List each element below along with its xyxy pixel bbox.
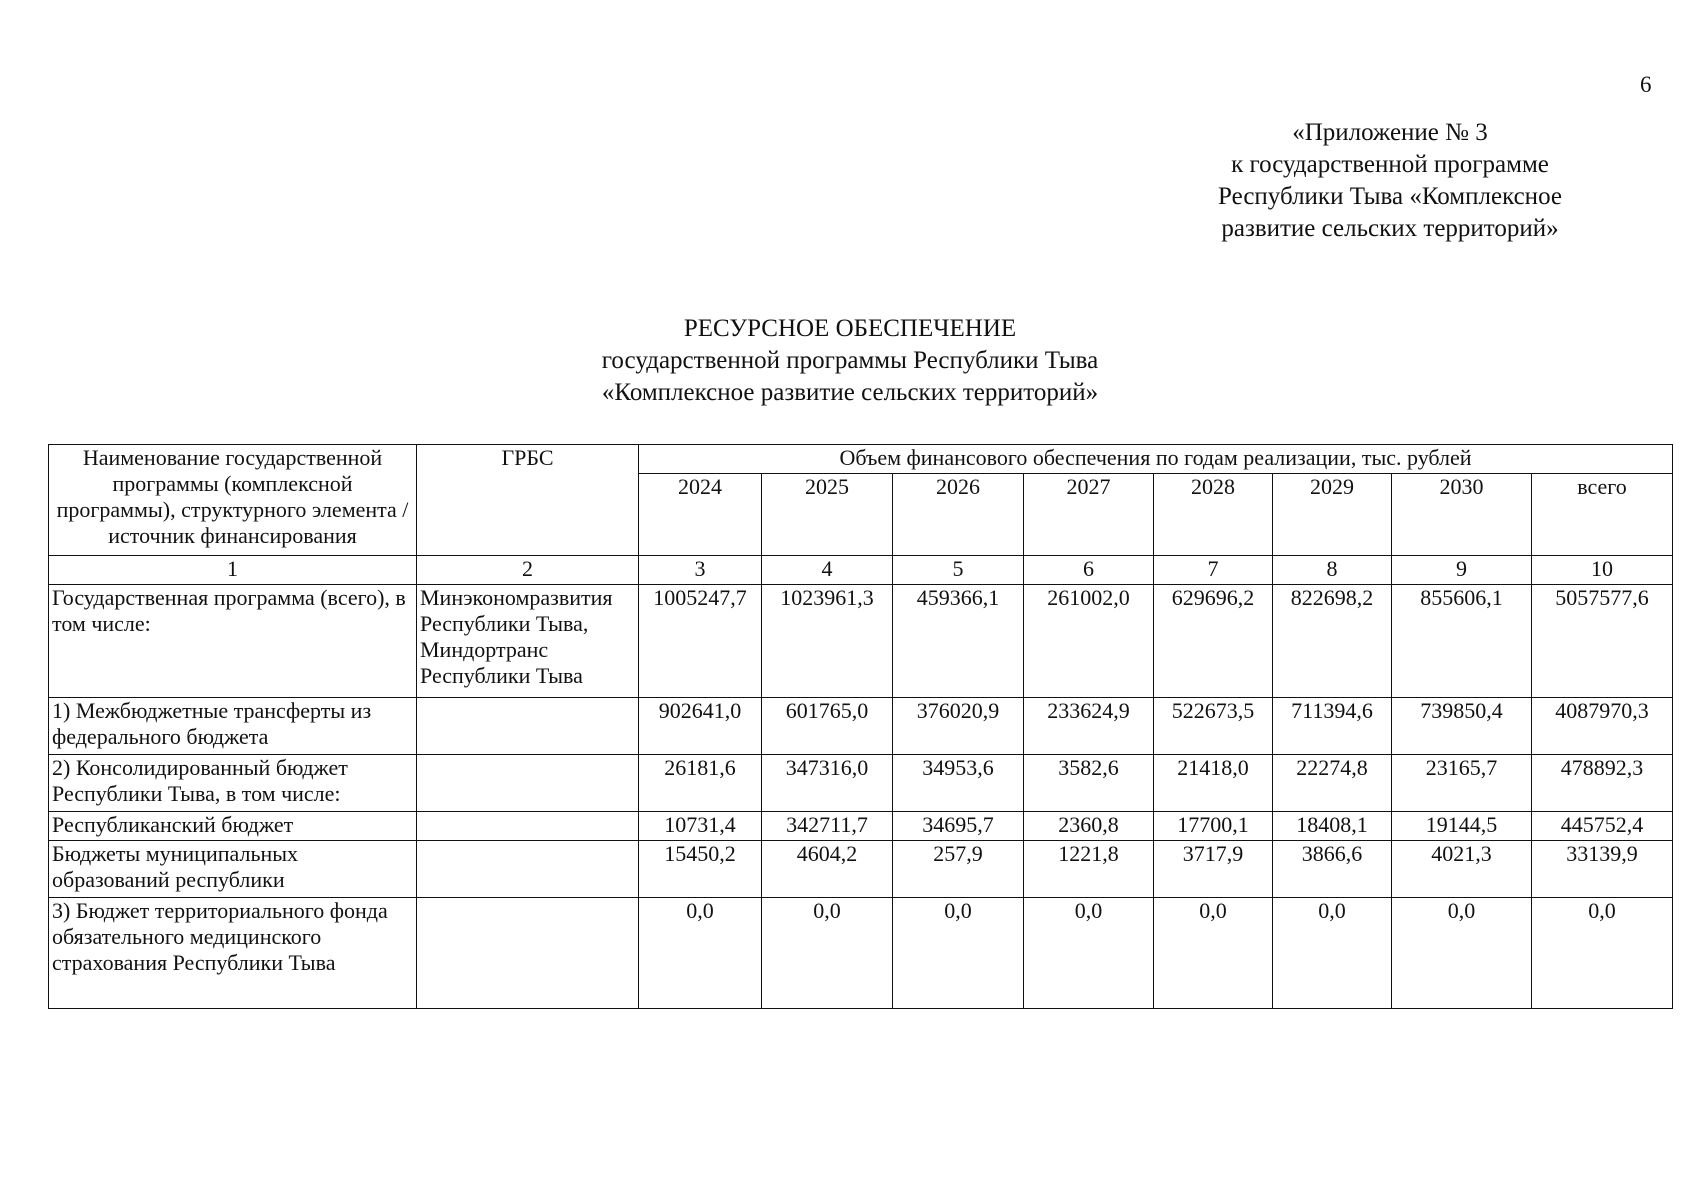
cell-value: 5057577,6 xyxy=(1532,585,1673,698)
cell-value: 33139,9 xyxy=(1532,841,1673,898)
appendix-line-4: развитие сельских территорий» xyxy=(1221,215,1559,242)
cell-value: 4087970,3 xyxy=(1532,698,1673,755)
cell-value: 601765,0 xyxy=(762,698,893,755)
column-number: 10 xyxy=(1532,556,1673,585)
cell-value: 1005247,7 xyxy=(639,585,762,698)
cell-value: 4604,2 xyxy=(762,841,893,898)
header-year: 2026 xyxy=(893,474,1024,556)
cell-value: 26181,6 xyxy=(639,755,762,812)
cell-value: 445752,4 xyxy=(1532,812,1673,841)
column-number: 4 xyxy=(762,556,893,585)
cell-value: 1023961,3 xyxy=(762,585,893,698)
row-name: Государственная программа (всего), в том числе: xyxy=(49,585,417,698)
cell-value: 257,9 xyxy=(893,841,1024,898)
row-name: 1) Межбюджетные трансферты из федерального бюджета xyxy=(49,698,417,755)
header-year: 2027 xyxy=(1024,474,1154,556)
table-row xyxy=(49,841,1673,898)
cell-value: 855606,1 xyxy=(1392,585,1532,698)
cell-value: 2360,8 xyxy=(1024,812,1154,841)
title-line-1: РЕСУРСНОЕ ОБЕСПЕЧЕНИЕ xyxy=(683,315,1017,342)
cell-value: 18408,1 xyxy=(1273,812,1392,841)
header-volume: Объем финансового обеспечения по годам реализации, тыс. рублей xyxy=(639,445,1673,474)
cell-value: 629696,2 xyxy=(1154,585,1273,698)
cell-value: 261002,0 xyxy=(1024,585,1154,698)
column-number: 2 xyxy=(417,556,639,585)
row-name: Бюджеты муниципальных образований республики xyxy=(49,841,417,898)
row-name: Республиканский бюджет xyxy=(49,812,417,841)
cell-value: 459366,1 xyxy=(893,585,1024,698)
table-row xyxy=(49,585,1673,698)
header-year: 2029 xyxy=(1273,474,1392,556)
cell-value: 0,0 xyxy=(1392,898,1532,1009)
row-grbs xyxy=(417,698,639,755)
column-number: 7 xyxy=(1154,556,1273,585)
cell-value: 739850,4 xyxy=(1392,698,1532,755)
header-year: 2028 xyxy=(1154,474,1273,556)
cell-value: 3582,6 xyxy=(1024,755,1154,812)
appendix-line-3: Республики Тыва «Комплексное xyxy=(1218,183,1562,210)
header-year: 2024 xyxy=(639,474,762,556)
funding-table xyxy=(48,444,1673,1009)
cell-value: 902641,0 xyxy=(639,698,762,755)
cell-value: 478892,3 xyxy=(1532,755,1673,812)
cell-value: 0,0 xyxy=(1273,898,1392,1009)
cell-value: 822698,2 xyxy=(1273,585,1392,698)
table-row xyxy=(49,898,1673,1009)
cell-value: 0,0 xyxy=(639,898,762,1009)
header-name: Наименование государственной программы (комплексной программы), структурного элемента / источник финансирования xyxy=(49,445,417,556)
cell-value: 233624,9 xyxy=(1024,698,1154,755)
appendix-note xyxy=(1150,117,1630,245)
cell-value: 3866,6 xyxy=(1273,841,1392,898)
cell-value: 19144,5 xyxy=(1392,812,1532,841)
cell-value: 21418,0 xyxy=(1154,755,1273,812)
cell-value: 4021,3 xyxy=(1392,841,1532,898)
header-year: 2025 xyxy=(762,474,893,556)
column-number: 5 xyxy=(893,556,1024,585)
header-year: 2030 xyxy=(1392,474,1532,556)
cell-value: 0,0 xyxy=(762,898,893,1009)
row-name: 3) Бюджет территориального фонда обязательного медицинского страхования Республики Тыва xyxy=(49,898,417,1009)
cell-value: 3717,9 xyxy=(1154,841,1273,898)
table-row xyxy=(49,812,1673,841)
cell-value: 0,0 xyxy=(1024,898,1154,1009)
cell-value: 0,0 xyxy=(1154,898,1273,1009)
column-number: 1 xyxy=(49,556,417,585)
cell-value: 17700,1 xyxy=(1154,812,1273,841)
row-name: 2) Консолидированный бюджет Республики Тыва, в том числе: xyxy=(49,755,417,812)
table-row xyxy=(49,698,1673,755)
column-number: 6 xyxy=(1024,556,1154,585)
table-row xyxy=(49,755,1673,812)
row-grbs xyxy=(417,841,639,898)
column-number-row xyxy=(49,556,1673,585)
column-number: 9 xyxy=(1392,556,1532,585)
title-line-2: государственной программы Республики Тыва xyxy=(601,347,1099,374)
cell-value: 0,0 xyxy=(1532,898,1673,1009)
row-grbs xyxy=(417,898,639,1009)
cell-value: 711394,6 xyxy=(1273,698,1392,755)
cell-value: 522673,5 xyxy=(1154,698,1273,755)
cell-value: 342711,7 xyxy=(762,812,893,841)
document-title xyxy=(300,313,1400,409)
cell-value: 34953,6 xyxy=(893,755,1024,812)
cell-value: 34695,7 xyxy=(893,812,1024,841)
appendix-line-1: «Приложение № 3 xyxy=(1292,119,1488,146)
cell-value: 347316,0 xyxy=(762,755,893,812)
row-grbs: Минэкономразвития Республики Тыва, Миндортранс Республики Тыва xyxy=(417,585,639,698)
cell-value: 23165,7 xyxy=(1392,755,1532,812)
cell-value: 10731,4 xyxy=(639,812,762,841)
appendix-line-2: к государственной программе xyxy=(1231,151,1549,178)
title-line-3: «Комплексное развитие сельских территорий» xyxy=(601,379,1099,406)
column-number: 8 xyxy=(1273,556,1392,585)
row-grbs xyxy=(417,812,639,841)
header-total: всего xyxy=(1532,474,1673,556)
cell-value: 15450,2 xyxy=(639,841,762,898)
cell-value: 376020,9 xyxy=(893,698,1024,755)
cell-value: 0,0 xyxy=(893,898,1024,1009)
cell-value: 1221,8 xyxy=(1024,841,1154,898)
column-number: 3 xyxy=(639,556,762,585)
row-grbs xyxy=(417,755,639,812)
cell-value: 22274,8 xyxy=(1273,755,1392,812)
header-grbs: ГРБС xyxy=(417,445,639,556)
page-number: 6 xyxy=(1640,72,1652,97)
